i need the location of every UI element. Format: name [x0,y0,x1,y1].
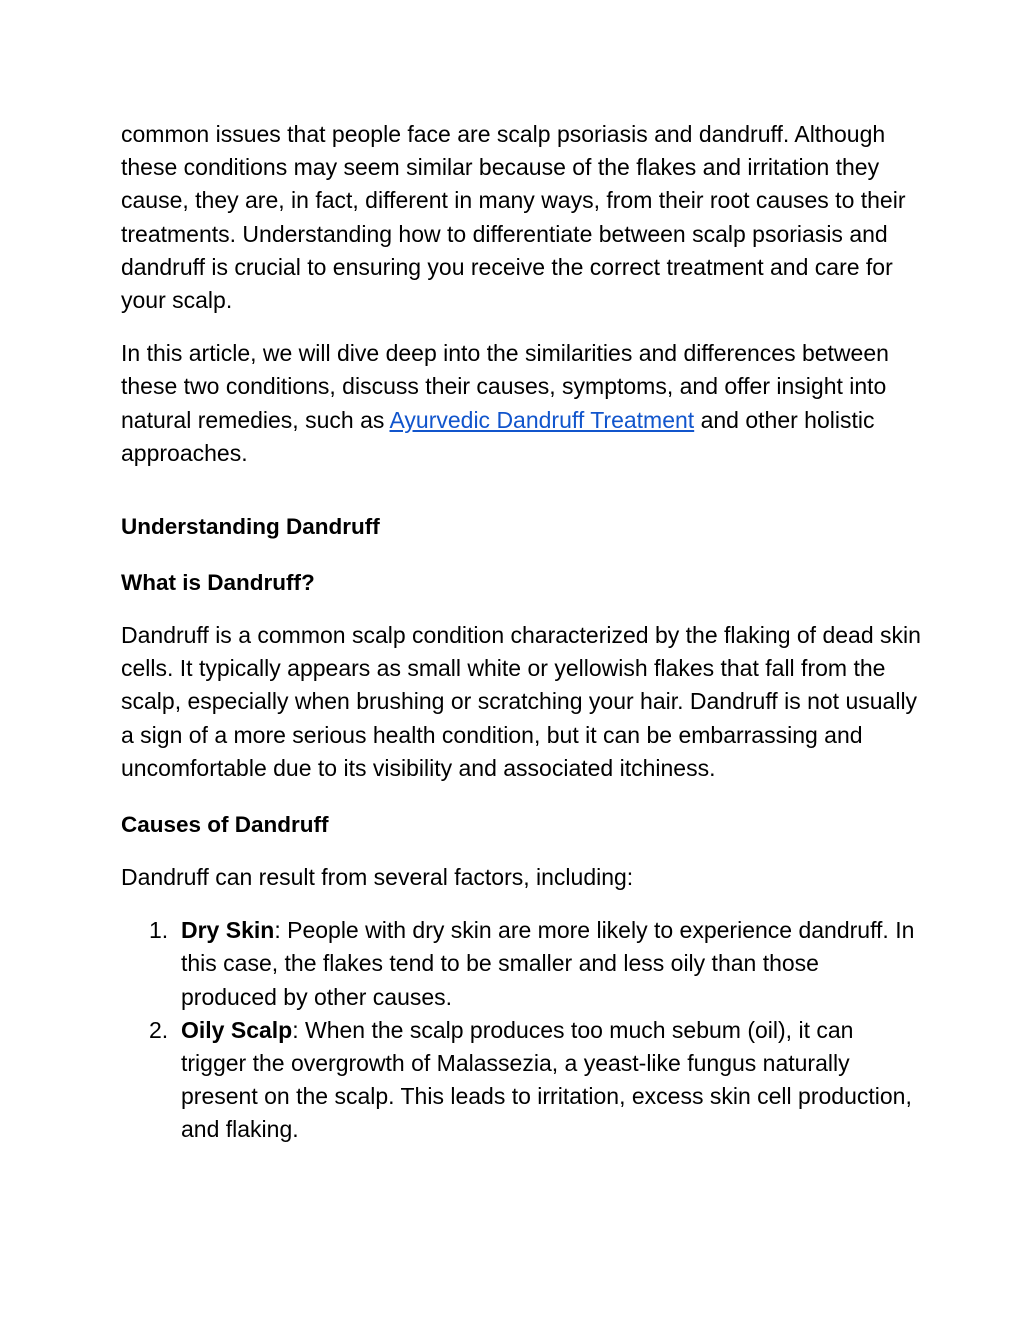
heading-what-is-dandruff: What is Dandruff? [121,570,315,596]
causes-intro-paragraph: Dandruff can result from several factors, including: [121,864,634,891]
article-overview-paragraph [121,337,921,470]
causes-list [121,914,921,1146]
list-item-number: 2. [149,1016,169,1043]
heading-understanding-dandruff: Understanding Dandruff [121,514,380,540]
list-item-term: Dry Skin [181,917,275,944]
heading-causes-of-dandruff: Causes of Dandruff [121,812,329,838]
what-is-dandruff-paragraph: Dandruff is a common scalp condition characterized by the flaking of dead skin cells. It typically appears as small white or yellowish flakes that fall from the scalp, especially when brushing or scratching your hair. Dandruff is not usually a sign of a more serious health condition, but it can be embarrassing and uncomfortable due to its visibility and associated itchiness. [121,622,921,781]
ayurvedic-dandruff-treatment-link[interactable]: Ayurvedic Dandruff Treatment [389,406,695,433]
intro-paragraph: common issues that people face are scalp psoriasis and dandruff. Although these conditions may seem similar because of the flakes and irritation they cause, they are, in fact, different in many ways, from their root causes to their treatments. Understanding how to differentiate between scalp psoriasis and dandruff is crucial to ensuring you receive the correct treatment and care for your scalp. [121,121,906,314]
list-item [121,1014,921,1147]
article-overview-text-after-link: and other holistic approaches. [121,406,875,466]
list-item-text: : People with dry skin are more likely to experience dandruff. In this case, the flakes tend to be smaller and less oily than those produced by other causes. [181,917,915,1010]
list-item-term: Oily Scalp [181,1016,293,1043]
list-item-number: 1. [149,917,169,944]
document-page [121,118,921,1147]
list-item [121,914,921,1014]
list-item-text: : When the scalp produces too much sebum (oil), it can trigger the overgrowth of Malassezia, a yeast-like fungus naturally present on the scalp. This leads to irritation, excess skin cell production, and flaking. [181,1016,912,1143]
article-overview-text-before-link: In this article, we will dive deep into the similarities and differences between these two conditions, discuss their causes, symptoms, and offer insight into natural remedies, such as [121,340,889,433]
